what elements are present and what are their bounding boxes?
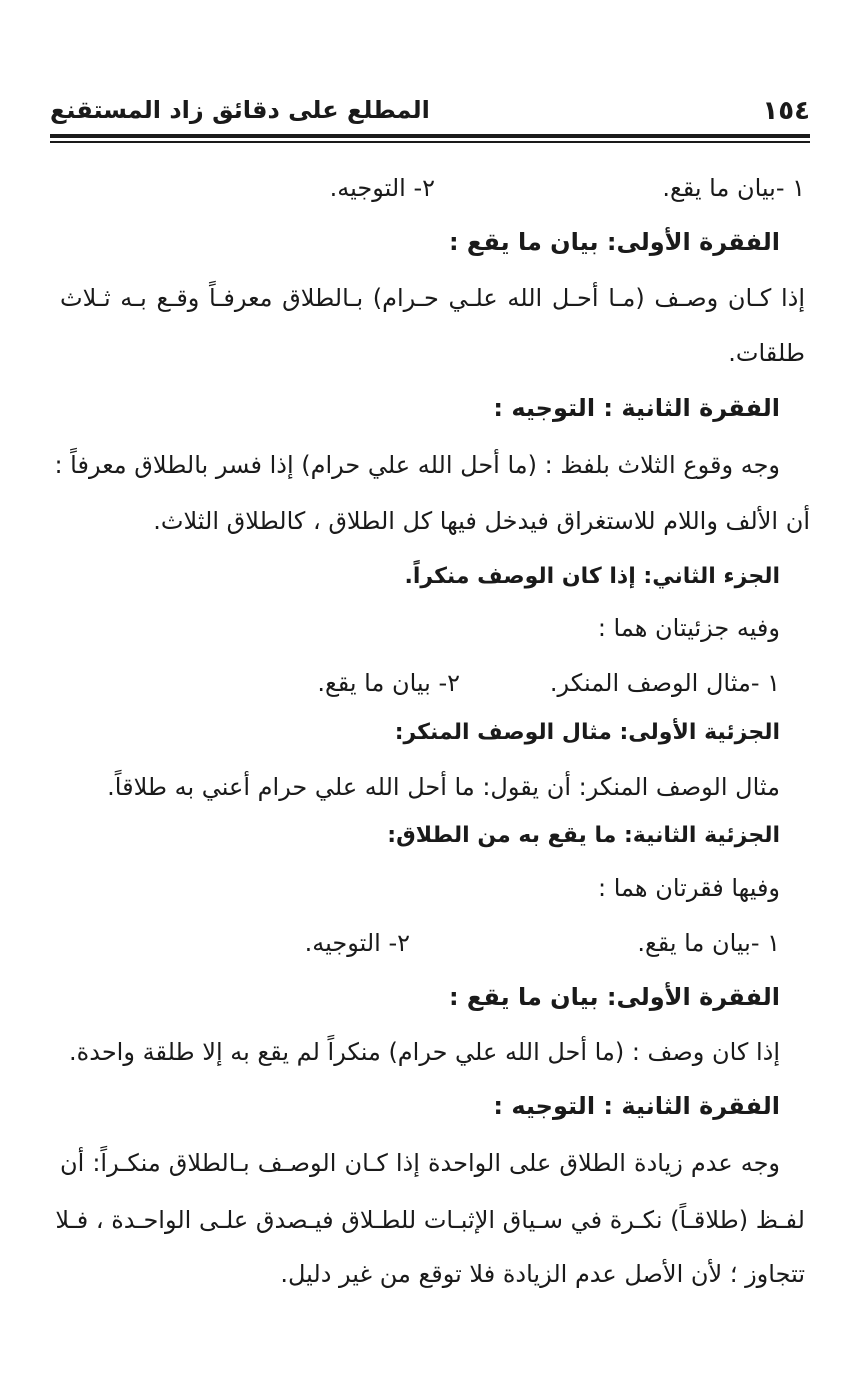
paragraph-line: طلقات. [728, 339, 805, 367]
section-heading: الجزء الثاني: إذا كان الوصف منكراً. [404, 564, 780, 589]
list-item: ٢- بيان ما يقع. [317, 669, 460, 697]
paragraph-line: لفـظ (طلاقـاً) نكـرة في سـياق الإثبـات للطـلاق فيـصدق علـى الواحـدة ، فـلا [55, 1206, 805, 1234]
page-header [50, 90, 810, 130]
paragraph-heading: الفقرة الثانية : التوجيه : [493, 1092, 780, 1120]
list-item: ١ -مثال الوصف المنكر. [549, 669, 780, 697]
paragraph-line: وجه عدم زيادة الطلاق على الواحدة إذا كـان الوصـف بـالطلاق منكـراً: أن [60, 1149, 780, 1177]
paragraph-line: أن الألف واللام للاستغراق فيدخل فيها كل الطلاق ، كالطلاق الثلاث. [153, 507, 810, 535]
paragraph-line: وفيها فقرتان هما : [598, 874, 780, 902]
paragraph-heading: الفقرة الثانية : التوجيه : [493, 394, 780, 422]
paragraph-line: إذا كـان وصـف (مـا أحـل الله علـي حـرام) بـالطلاق معرفـاً وقـع بـه ثـلاث [60, 284, 805, 312]
header-rule-thick [50, 134, 810, 138]
paragraph-heading: الفقرة الأولى: بيان ما يقع : [448, 983, 780, 1011]
paragraph-line: وجه وقوع الثلاث بلفظ : (ما أحل الله علي حرام) إذا فسر بالطلاق معرفاً : [54, 451, 780, 479]
section-heading: الجزئية الثانية: ما يقع به من الطلاق: [387, 823, 780, 848]
paragraph-line: مثال الوصف المنكر: أن يقول: ما أحل الله علي حرام أعني به طلاقاً. [107, 773, 780, 801]
page-number: ١٥٤ [762, 96, 810, 126]
paragraph-line: إذا كان وصف : (ما أحل الله علي حرام) منكراً لم يقع به إلا طلقة واحدة. [69, 1038, 780, 1066]
header-rule-thin [50, 141, 810, 143]
section-heading: الجزئية الأولى: مثال الوصف المنكر: [394, 720, 780, 745]
paragraph-line: وفيه جزئيتان هما : [597, 614, 780, 642]
list-item: ١ -بيان ما يقع. [637, 929, 780, 957]
list-item: ٢- التوجيه. [304, 929, 410, 957]
paragraph-heading: الفقرة الأولى: بيان ما يقع : [448, 228, 780, 256]
list-item: ١ -بيان ما يقع. [662, 174, 805, 202]
running-title: المطلع على دقائق زاد المستقنع [50, 96, 430, 124]
paragraph-line: تتجاوز ؛ لأن الأصل عدم الزيادة فلا توقع من غير دليل. [280, 1260, 805, 1288]
list-item: ٢- التوجيه. [329, 174, 435, 202]
